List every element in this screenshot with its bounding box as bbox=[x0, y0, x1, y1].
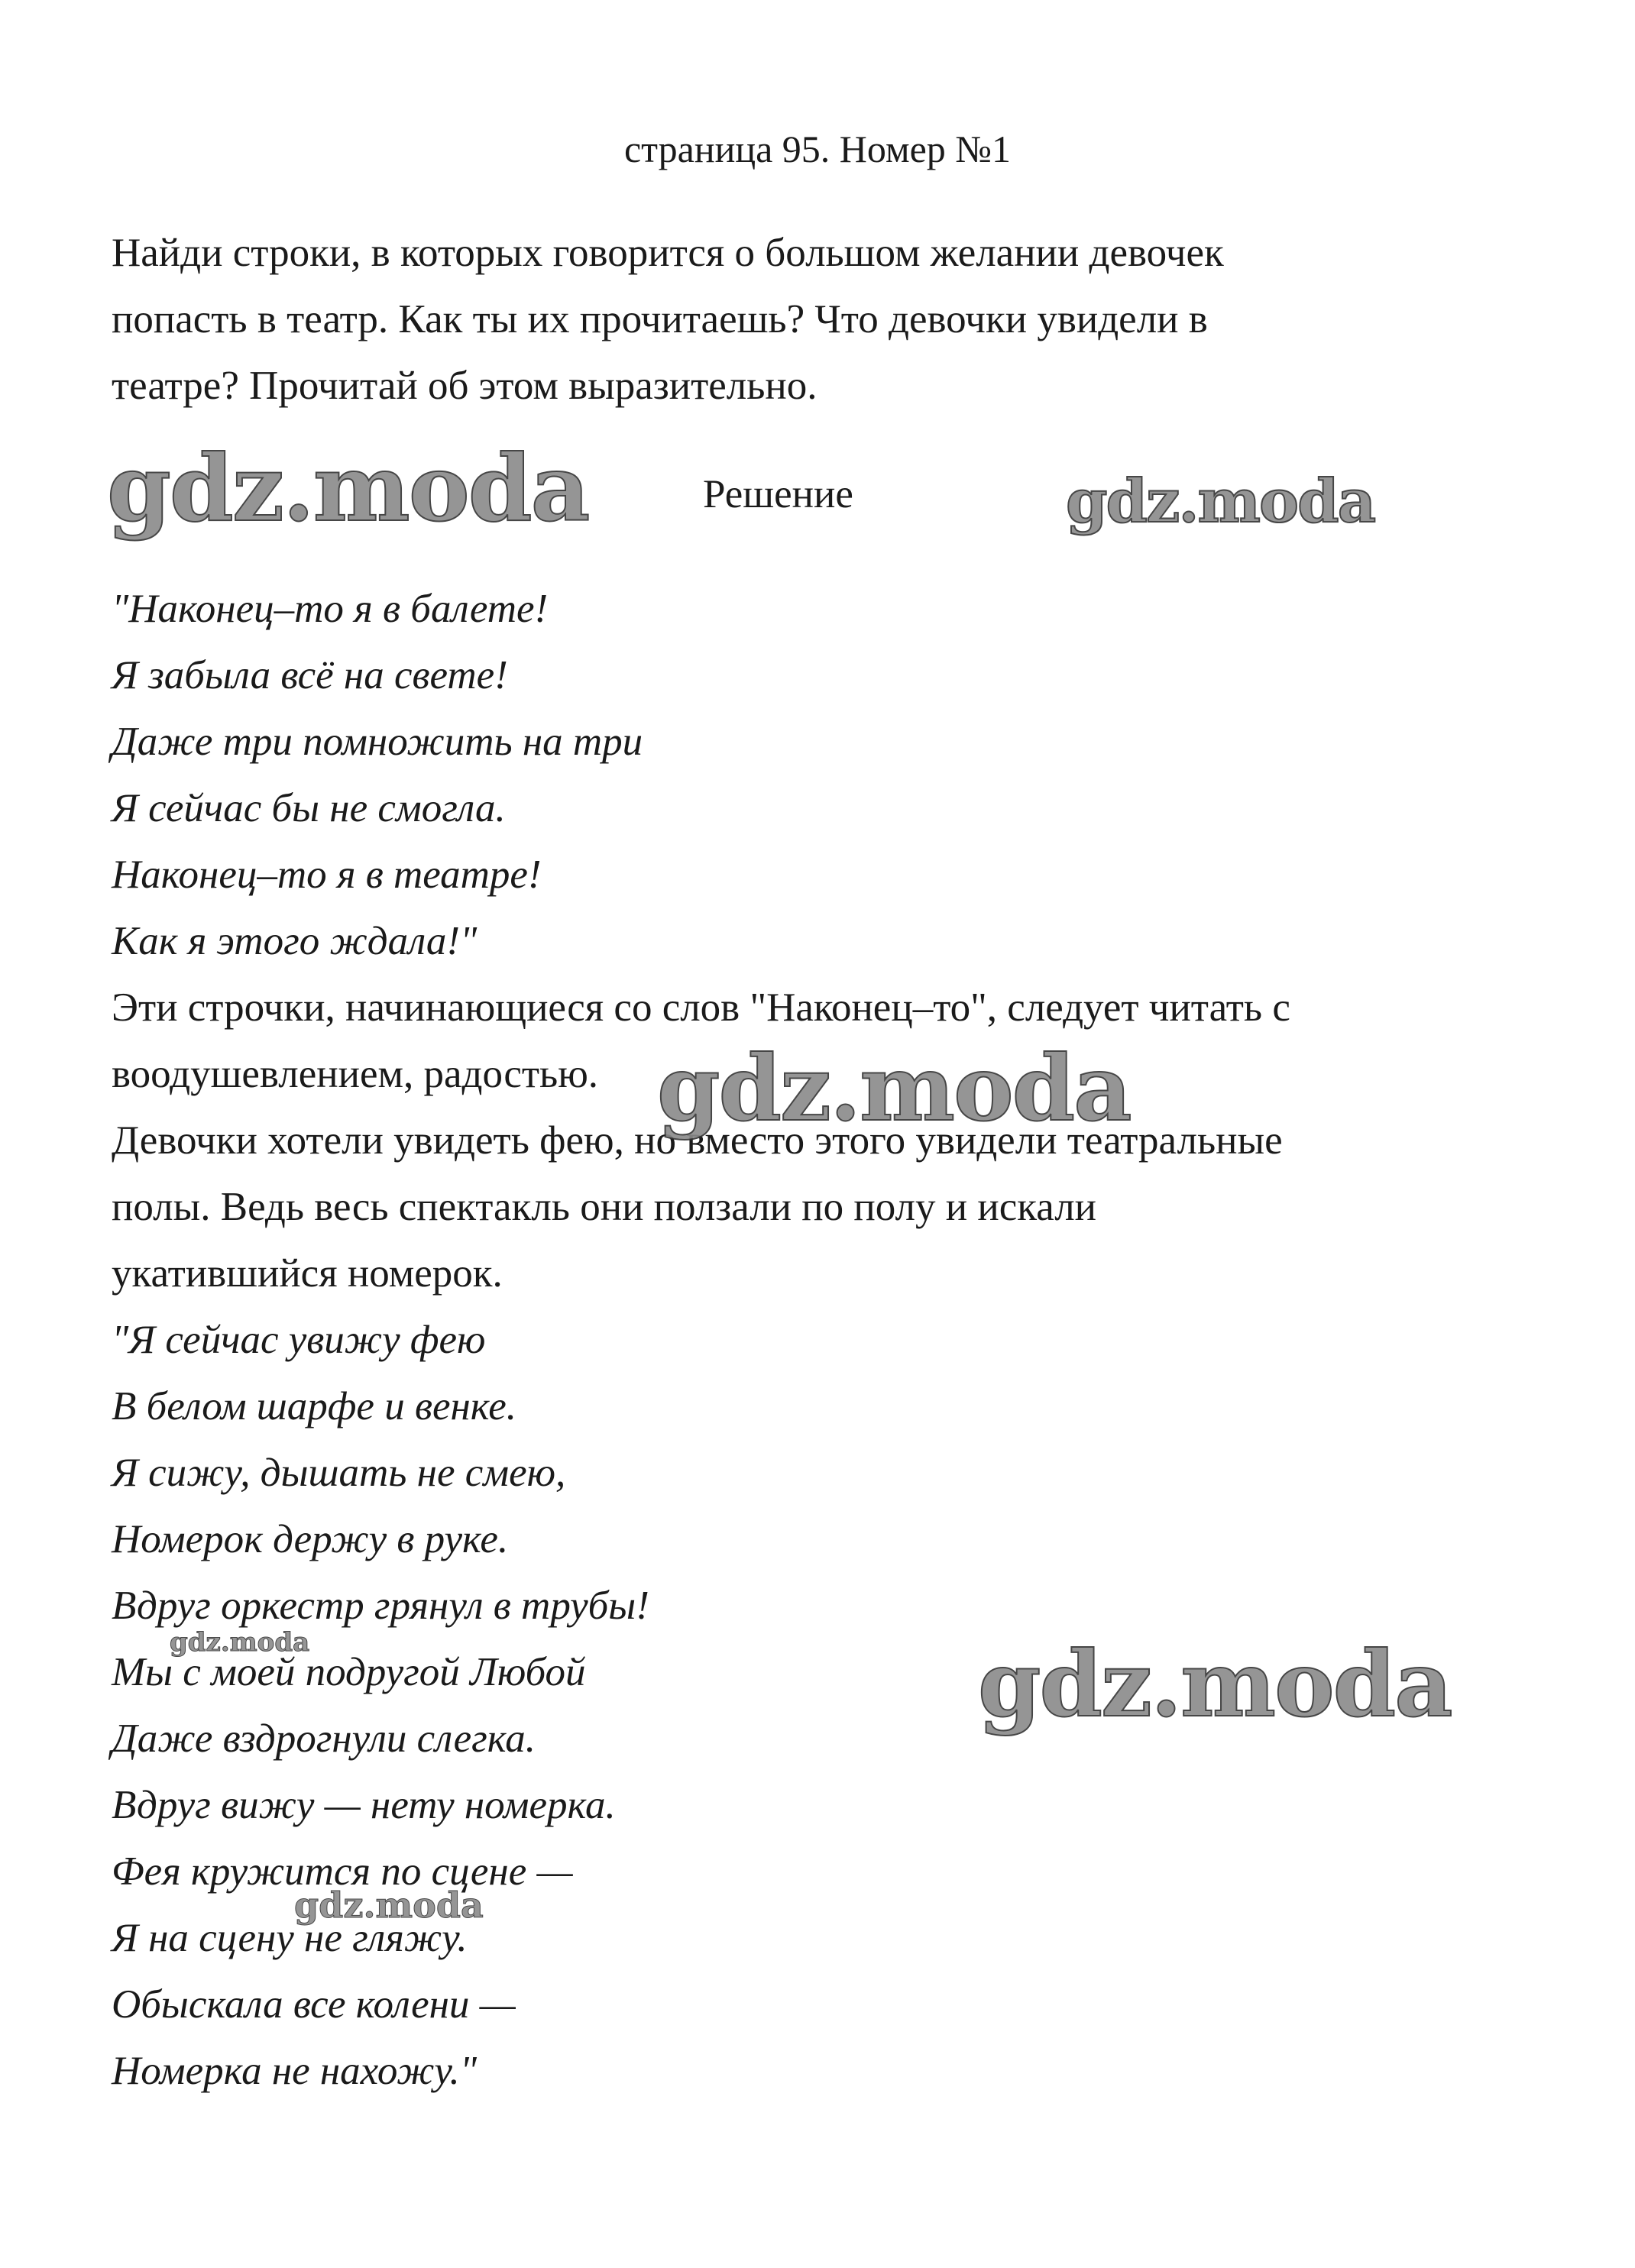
answer-line: "Я сейчас увижу фею bbox=[112, 1318, 486, 1362]
answer-line: Я забыла всё на свете! bbox=[112, 653, 508, 697]
answer-line: Даже вздрогнули слегка. bbox=[112, 1716, 536, 1761]
answer-line: В белом шарфе и венке. bbox=[112, 1384, 517, 1428]
answer-line: воодушевлением, радостью. bbox=[112, 1052, 599, 1096]
watermark-logo: gdz.moda bbox=[1066, 467, 1375, 536]
answer-line: "Наконец–то я в балете! bbox=[112, 587, 549, 631]
task-line: попасть в театр. Как ты их прочитаешь? Что девочки увидели в bbox=[112, 297, 1208, 341]
page-title: страница 95. Номер №1 bbox=[623, 128, 1011, 170]
answer-line: Вдруг вижу — нету номерка. bbox=[112, 1783, 616, 1827]
answer-line: Номерок держу в руке. bbox=[112, 1517, 509, 1561]
watermark-logo-small: gdz.moda bbox=[170, 1627, 310, 1658]
answer-line: укатившийся номерок. bbox=[112, 1251, 503, 1296]
answer-line: Даже три помножить на три bbox=[112, 720, 643, 764]
answer-line: Как я этого ждала!" bbox=[112, 919, 478, 963]
answer-line: Обыскала все колени — bbox=[112, 1982, 516, 2027]
answer-line: Вдруг оркестр грянул в трубы! bbox=[112, 1584, 649, 1628]
answer-line: Я сейчас бы не смогла. bbox=[112, 786, 506, 830]
answer-line: Наконец–то я в театре! bbox=[112, 853, 542, 897]
answer-line: Эти строчки, начинающиеся со слов "Наконец–то", следует читать с bbox=[112, 985, 1290, 1030]
answer-line: Я сижу, дышать не смею, bbox=[112, 1451, 566, 1495]
answer-line: Номерка не нахожу." bbox=[112, 2049, 478, 2093]
answer-line: Фея кружится по сцене — bbox=[112, 1849, 573, 1894]
solution-heading: Решение bbox=[703, 472, 853, 516]
answer-line: Мы с моей подругой Любой bbox=[112, 1650, 586, 1694]
watermark-logo-small: gdz.moda bbox=[294, 1885, 484, 1926]
answer-line: Девочки хотели увидеть фею, но вместо этого увидели театральные bbox=[112, 1118, 1283, 1163]
task-text bbox=[112, 220, 1563, 419]
answer-text bbox=[112, 576, 1563, 2105]
watermark-logo: gdz.moda bbox=[657, 1035, 1131, 1141]
answer-line: Я на сцену не гляжу. bbox=[112, 1916, 468, 1960]
answer-line: полы. Ведь весь спектакль они ползали по полу и искали bbox=[112, 1185, 1097, 1229]
watermark-logo: gdz.moda bbox=[107, 435, 589, 542]
task-line: театре? Прочитай об этом выразительно. bbox=[112, 364, 817, 408]
task-line: Найди строки, в которых говорится о большом желании девочек bbox=[112, 231, 1224, 275]
watermark-logo: gdz.moda bbox=[978, 1631, 1452, 1737]
